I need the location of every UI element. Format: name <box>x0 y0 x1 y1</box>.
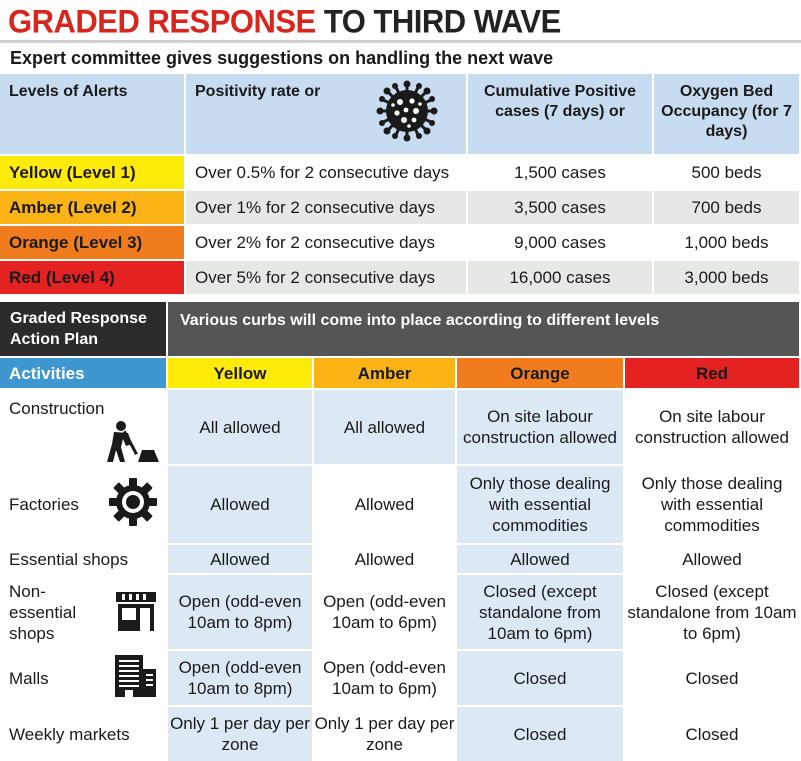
activity-row <box>0 707 801 761</box>
cases-value: 3,500 cases <box>468 191 654 226</box>
header-positivity <box>186 74 468 156</box>
header-oxygen: Oxygen Bed Occupancy (for 7 days) <box>654 74 801 156</box>
activity-label: Weekly markets <box>9 724 130 744</box>
orange-rule: Closed <box>457 651 625 707</box>
action-plan-note: Various curbs will come into place according to different levels <box>168 302 801 358</box>
amber-rule: All allowed <box>314 390 457 466</box>
activity-row <box>0 651 801 707</box>
level-label: Yellow (Level 1) <box>0 156 186 191</box>
alert-table-header <box>0 74 801 156</box>
activity-label: Non-essential shops <box>9 581 77 643</box>
orange-rule: On site labour construction allowed <box>457 390 625 466</box>
action-plan-title: Graded Response Action Plan <box>0 302 168 358</box>
red-rule: Closed (except standalone from 10am to 6pm) <box>625 575 801 651</box>
yellow-rule: Only 1 per day per zone <box>168 707 314 761</box>
header-cumulative: Cumulative Positive cases (7 days) or <box>468 74 654 156</box>
level-label: Amber (Level 2) <box>0 191 186 226</box>
header-activities: Activities <box>0 358 168 390</box>
orange-rule: Closed <box>457 707 625 761</box>
activity-cell <box>0 545 168 575</box>
activity-label: Factories <box>9 495 79 514</box>
orange-rule: Only those dealing with essential commodities <box>457 466 625 545</box>
alert-row <box>0 261 801 296</box>
beds-value: 3,000 beds <box>654 261 801 296</box>
amber-rule: Open (odd-even 10am to 6pm) <box>314 575 457 651</box>
activity-row <box>0 545 801 575</box>
mall-building-icon <box>112 653 158 704</box>
title-red-part: GRADED RESPONSE <box>8 3 316 40</box>
alert-row <box>0 226 801 261</box>
positivity-value: Over 2% for 2 consecutive days <box>186 226 468 261</box>
amber-rule: Allowed <box>314 545 457 575</box>
level-label: Red (Level 4) <box>0 261 186 296</box>
cases-value: 9,000 cases <box>468 226 654 261</box>
red-rule: Closed <box>625 707 801 761</box>
orange-rule: Closed (except standalone from 10am to 6pm) <box>457 575 625 651</box>
header-orange: Orange <box>457 358 625 390</box>
activity-label: Construction <box>9 399 105 418</box>
cases-value: 1,500 cases <box>468 156 654 191</box>
header-red: Red <box>625 358 801 390</box>
action-plan-table <box>0 302 801 761</box>
positivity-value: Over 1% for 2 consecutive days <box>186 191 468 226</box>
title-black-part: TO THIRD WAVE <box>323 3 561 40</box>
amber-rule: Open (odd-even 10am to 6pm) <box>314 651 457 707</box>
activity-row <box>0 575 801 651</box>
page-title <box>0 0 801 41</box>
alert-row <box>0 156 801 191</box>
amber-rule: Only 1 per day per zone <box>314 707 457 761</box>
virus-icon <box>376 80 438 148</box>
red-rule: Closed <box>625 651 801 707</box>
orange-rule: Allowed <box>457 545 625 575</box>
yellow-rule: Open (odd-even 10am to 8pm) <box>168 651 314 707</box>
yellow-rule: Open (odd-even 10am to 8pm) <box>168 575 314 651</box>
level-label: Orange (Level 3) <box>0 226 186 261</box>
construction-worker-icon <box>104 420 160 469</box>
alert-row <box>0 191 801 226</box>
activity-cell <box>0 707 168 761</box>
positivity-value: Over 0.5% for 2 consecutive days <box>186 156 468 191</box>
activity-cell <box>0 390 168 466</box>
beds-value: 700 beds <box>654 191 801 226</box>
amber-rule: Allowed <box>314 466 457 545</box>
activity-label: Malls <box>9 668 49 688</box>
activity-cell <box>0 575 168 651</box>
action-plan-header <box>0 302 801 358</box>
subtitle: Expert committee gives suggestions on handling the next wave <box>0 40 801 74</box>
beds-value: 1,000 beds <box>654 226 801 261</box>
yellow-rule: Allowed <box>168 466 314 545</box>
alert-levels-table <box>0 74 801 296</box>
yellow-rule: All allowed <box>168 390 314 466</box>
header-levels: Levels of Alerts <box>0 74 186 156</box>
activity-row <box>0 390 801 466</box>
shop-icon <box>114 588 158 637</box>
red-rule: Only those dealing with essential commodities <box>625 466 801 545</box>
activity-cell <box>0 651 168 707</box>
red-rule: On site labour construction allowed <box>625 390 801 466</box>
activity-label: Essential shops <box>9 549 129 569</box>
activity-row <box>0 466 801 545</box>
cases-value: 16,000 cases <box>468 261 654 296</box>
beds-value: 500 beds <box>654 156 801 191</box>
yellow-rule: Allowed <box>168 545 314 575</box>
header-amber: Amber <box>314 358 457 390</box>
activities-header-row <box>0 358 801 390</box>
activity-cell <box>0 466 168 545</box>
positivity-value: Over 5% for 2 consecutive days <box>186 261 468 296</box>
header-positivity-label: Positivity rate or <box>195 83 321 100</box>
gear-icon <box>108 477 158 532</box>
red-rule: Allowed <box>625 545 801 575</box>
header-yellow: Yellow <box>168 358 314 390</box>
